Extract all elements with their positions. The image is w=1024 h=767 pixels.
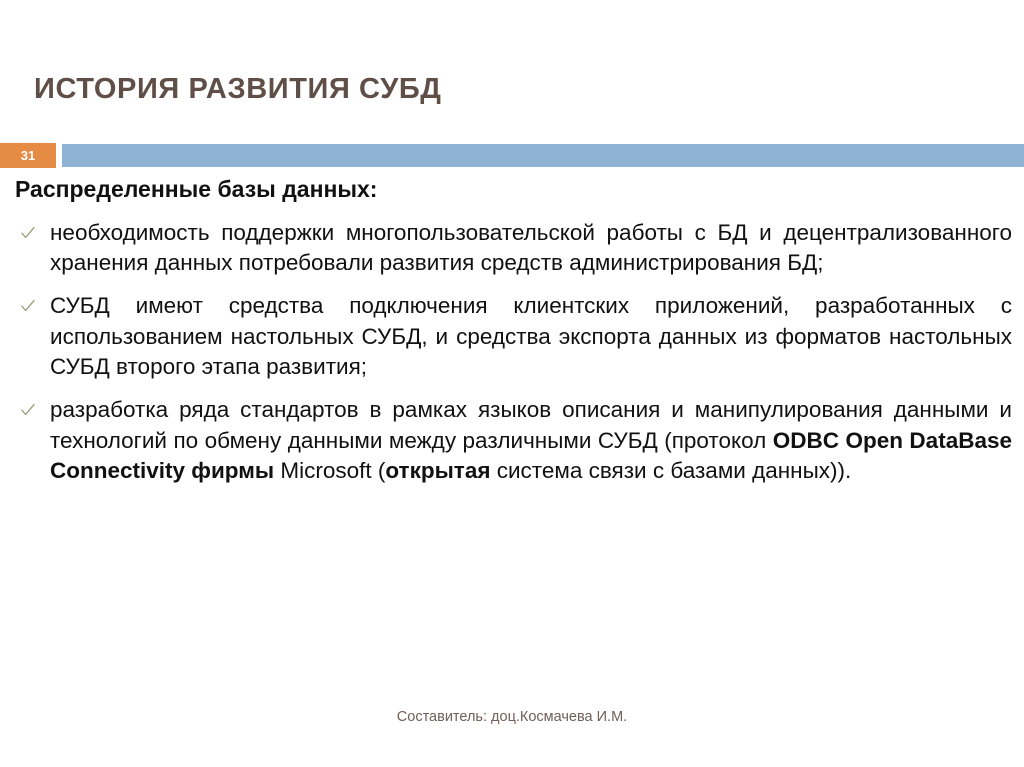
- slide-number-badge: 31: [0, 143, 56, 168]
- header-divider-bar: [62, 144, 1024, 167]
- slide-body: [12, 176, 1012, 487]
- body-heading: Распределенные базы данных:: [15, 176, 378, 202]
- check-icon: [20, 402, 36, 418]
- list-item-text: СУБД имеют средства подключения клиентских приложений, разработанных с использованием настольных СУБД, и средства экспорта данных из форматов настольных СУБД второго этапа развития;: [50, 293, 1012, 380]
- list-item-text: разработка ряда стандартов в рамках языков описания и манипулирования данными и технологий по обмену данными между различными СУБД (протокол ODBC Open DataBase Connectivity фирмы Microsoft (открытая система связи с базами данных)).: [50, 397, 1012, 484]
- check-icon: [20, 225, 36, 241]
- slide-footer: Составитель: доц.Космачева И.М.: [396, 709, 628, 725]
- slide-number-rule: [0, 143, 1024, 168]
- list-item-text: необходимость поддержки многопользовательской работы с БД и децентрализованного хранения данных потребовали развития средств администрирования БД;: [50, 219, 1012, 275]
- page-title: ИСТОРИЯ РАЗВИТИЯ СУБД: [34, 73, 442, 105]
- check-icon: [20, 298, 36, 314]
- list-item: [12, 218, 1012, 279]
- bullet-list: [12, 218, 1012, 487]
- list-item: [12, 395, 1012, 486]
- list-item: [12, 291, 1012, 382]
